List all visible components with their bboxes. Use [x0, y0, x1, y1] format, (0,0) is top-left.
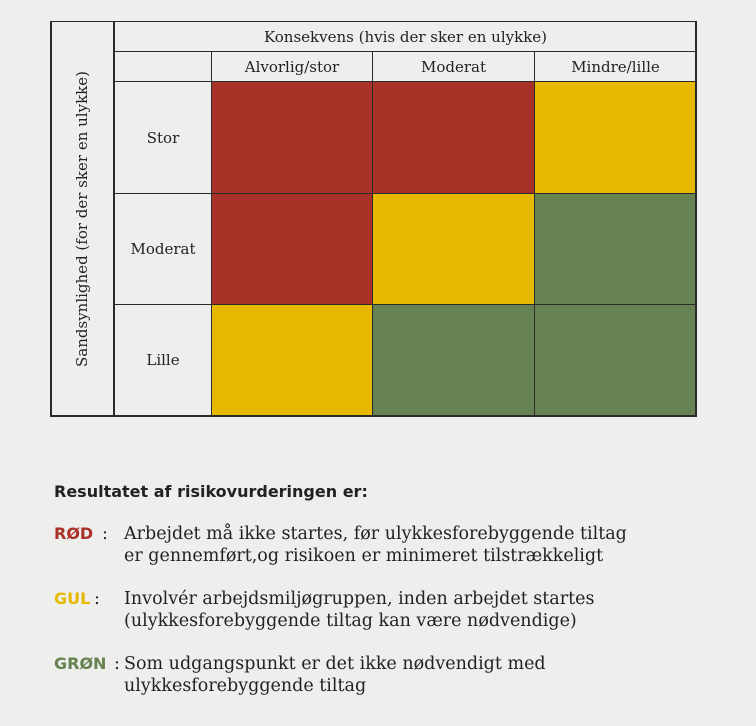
risk-cell-yellow — [373, 194, 534, 304]
legend-line: Arbejdet må ikke startes, før ulykkesforebyggende tiltag — [124, 524, 627, 544]
legend-colon: : — [102, 524, 108, 544]
legend-line: er gennemført,og risikoen er minimeret tilstrækkeligt — [124, 546, 604, 566]
legend-colon: : — [94, 589, 100, 609]
risk-cell-yellow — [535, 82, 696, 193]
legend-key-yellow: GUL — [54, 589, 91, 608]
legend-text-yellow — [124, 588, 734, 632]
grid-line — [50, 21, 697, 22]
column-header-severe — [212, 52, 372, 81]
column-header-moderate — [373, 52, 534, 81]
legend-text-green — [124, 653, 734, 697]
consequence-header-text: Konsekvens (hvis der sker en ulykke) — [263, 27, 548, 46]
risk-cell-red — [212, 82, 372, 193]
row-label-text: Lille — [146, 351, 180, 369]
likelihood-axis-label — [50, 22, 114, 416]
row-label-text: Stor — [146, 128, 180, 147]
risk-cell-red — [373, 82, 534, 193]
legend-key-green: GRØN — [54, 654, 107, 673]
legend-line: Involvér arbejdsmiljøgruppen, inden arbejdet startes — [124, 589, 595, 609]
risk-legend — [54, 482, 734, 718]
legend-colon: : — [114, 654, 120, 674]
column-header-minor — [535, 52, 696, 81]
legend-line: ulykkesforebyggende tiltag — [124, 676, 367, 696]
row-label-low — [115, 305, 211, 415]
column-header-text: Moderat — [420, 57, 486, 76]
row-label-high — [115, 82, 211, 193]
risk-cell-green — [535, 194, 696, 304]
row-label-moderate — [115, 194, 211, 304]
column-header-text: Mindre/lille — [571, 57, 660, 76]
grid-line — [113, 81, 697, 82]
risk-cell-green — [373, 305, 534, 415]
legend-item-yellow — [54, 588, 734, 632]
legend-line: (ulykkesforebyggende tiltag kan være nødvendige) — [124, 611, 577, 631]
legend-item-red — [54, 523, 734, 567]
risk-cell-yellow — [212, 305, 372, 415]
legend-title: Resultatet af risikovurderingen er: — [54, 482, 368, 501]
legend-line: Som udgangspunkt er det ikke nødvendigt med — [124, 654, 546, 674]
grid-line — [534, 51, 535, 417]
grid-line — [113, 193, 697, 194]
grid-line — [50, 415, 697, 417]
row-label-text: Moderat — [130, 240, 196, 258]
legend-text-red — [124, 523, 734, 567]
legend-item-green — [54, 653, 734, 697]
grid-line — [113, 51, 697, 52]
risk-cell-red — [212, 194, 372, 304]
risk-cell-green — [535, 305, 696, 415]
grid-line — [211, 51, 212, 417]
grid-line — [113, 304, 697, 305]
consequence-header — [115, 22, 696, 51]
grid-line — [372, 51, 373, 417]
column-header-text: Alvorlig/stor — [244, 57, 340, 76]
legend-key-red: RØD — [54, 524, 94, 543]
likelihood-axis-text: Sandsynlighed (for der sker en ulykke) — [73, 71, 91, 367]
grid-line — [50, 21, 52, 417]
